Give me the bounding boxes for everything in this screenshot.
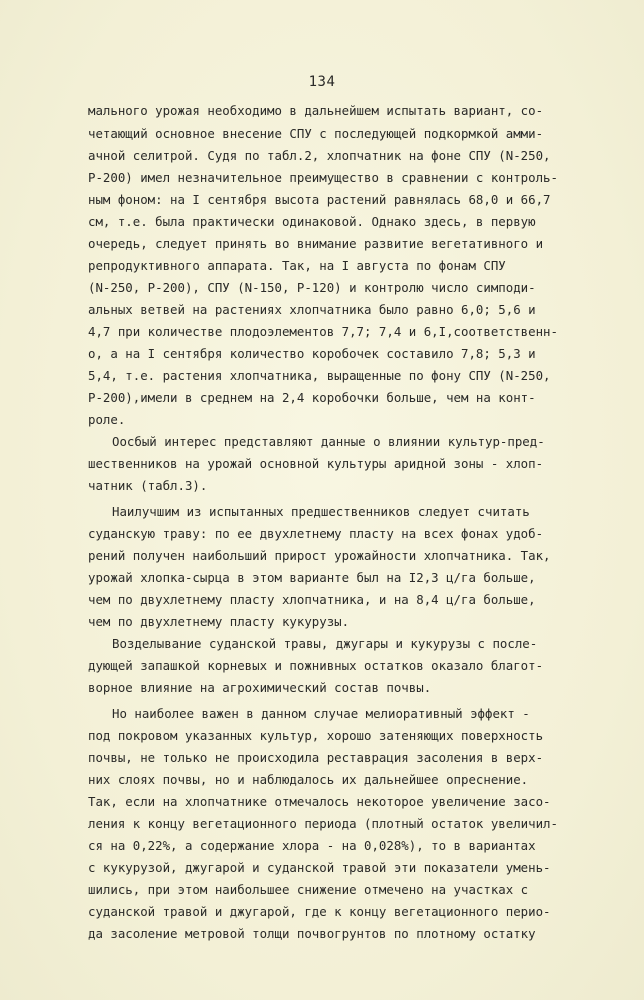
- text-line: альных ветвей на растениях хлопчатника было равно 6,0; 5,6 и: [88, 302, 536, 317]
- text-line: чем по двухлетнему пласту хлопчатника, и на 8,4 ц/га больше,: [88, 592, 536, 607]
- text-line: (N-250, Р-200), СПУ (N-150, Р-120) и контролю число симподи-: [88, 280, 536, 295]
- text-line: ачной селитрой. Судя по табл.2, хлопчатник на фоне СПУ (N-250,: [88, 148, 551, 163]
- page-number: 134: [308, 74, 336, 90]
- text-line: роле.: [88, 412, 126, 427]
- text-line: см, т.е. была практически одинаковой. Однако здесь, в первую: [88, 214, 536, 229]
- text-line: ся на 0,22%, а содержание хлора - на 0,028%), то в вариантах: [88, 838, 536, 853]
- text-line: репродуктивного аппарата. Так, на I августа по фонам СПУ: [88, 258, 506, 273]
- text-line: Р-200) имел незначительное преимущество в сравнении с контроль-: [88, 170, 558, 185]
- text-line: дующей запашкой корневых и пожнивных остатков оказало благот-: [88, 658, 544, 673]
- text-line: с кукурузой, джугарой и суданской травой эти показатели умень-: [88, 860, 551, 875]
- text-line: урожай хлопка-сырца в этом варианте был на I2,3 ц/га больше,: [88, 570, 536, 585]
- text-line: очередь, следует принять во внимание развитие вегетативного и: [88, 236, 544, 251]
- text-line: ворное влияние на агрохимический состав почвы.: [88, 680, 432, 695]
- text-line: ным фоном: на I сентября высота растений равнялась 68,0 и 66,7: [88, 192, 551, 207]
- paragraph-first-line: Оосбый интерес представляют данные о влиянии культур-пред-: [112, 434, 545, 449]
- text-line: рений получен наибольший прирост урожайности хлопчатника. Так,: [88, 548, 551, 563]
- text-line: о, а на I сентября количество коробочек составило 7,8; 5,3 и: [88, 346, 536, 361]
- paragraph-first-line: Но наиболее важен в данном случае мелиоративный эффект -: [112, 706, 530, 721]
- text-line: суданской травой и джугарой, где к концу вегетационного перио-: [88, 904, 551, 919]
- text-line: шились, при этом наибольшее снижение отмечено на участках с: [88, 882, 529, 897]
- text-line: да засоление метровой толщи почвогрунтов по плотному остатку: [88, 926, 536, 941]
- text-line: них слоях почвы, но и наблюдалось их дальнейшее опреснение.: [88, 772, 529, 787]
- text-line: мального урожая необходимо в дальнейшем испытать вариант, со-: [88, 103, 544, 118]
- text-line: четающий основное внесение СПУ с последующей подкормкой амми-: [88, 126, 544, 141]
- text-line: шественников на урожай основной культуры аридной зоны - хлоп-: [88, 456, 544, 471]
- text-line: почвы, не только не происходила реставрация засоления в верх-: [88, 750, 544, 765]
- paragraph-first-line: Наилучшим из испытанных предшественников следует считать: [112, 504, 530, 519]
- text-line: чем по двухлетнему пласту кукурузы.: [88, 614, 350, 629]
- text-line: ления к концу вегетационного периода (плотный остаток увеличил-: [88, 816, 558, 831]
- text-line: Р-200),имели в среднем на 2,4 коробочки больше, чем на конт-: [88, 390, 536, 405]
- text-line: 4,7 при количестве плодоэлементов 7,7; 7,4 и 6,I,соответственн-: [88, 324, 558, 339]
- text-line: 5,4, т.е. растения хлопчатника, выращенные по фону СПУ (N-250,: [88, 368, 551, 383]
- text-line: Так, если на хлопчатнике отмечалось некоторое увеличение засо-: [88, 794, 551, 809]
- text-line: чатник (табл.3).: [88, 478, 208, 493]
- text-line: под покровом указанных культур, хорошо затеняющих поверхность: [88, 728, 544, 743]
- text-line: суданскую траву: по ее двухлетнему пласту на всех фонах удоб-: [88, 526, 544, 541]
- paragraph-first-line: Возделывание суданской травы, джугары и кукурузы с после-: [112, 636, 538, 651]
